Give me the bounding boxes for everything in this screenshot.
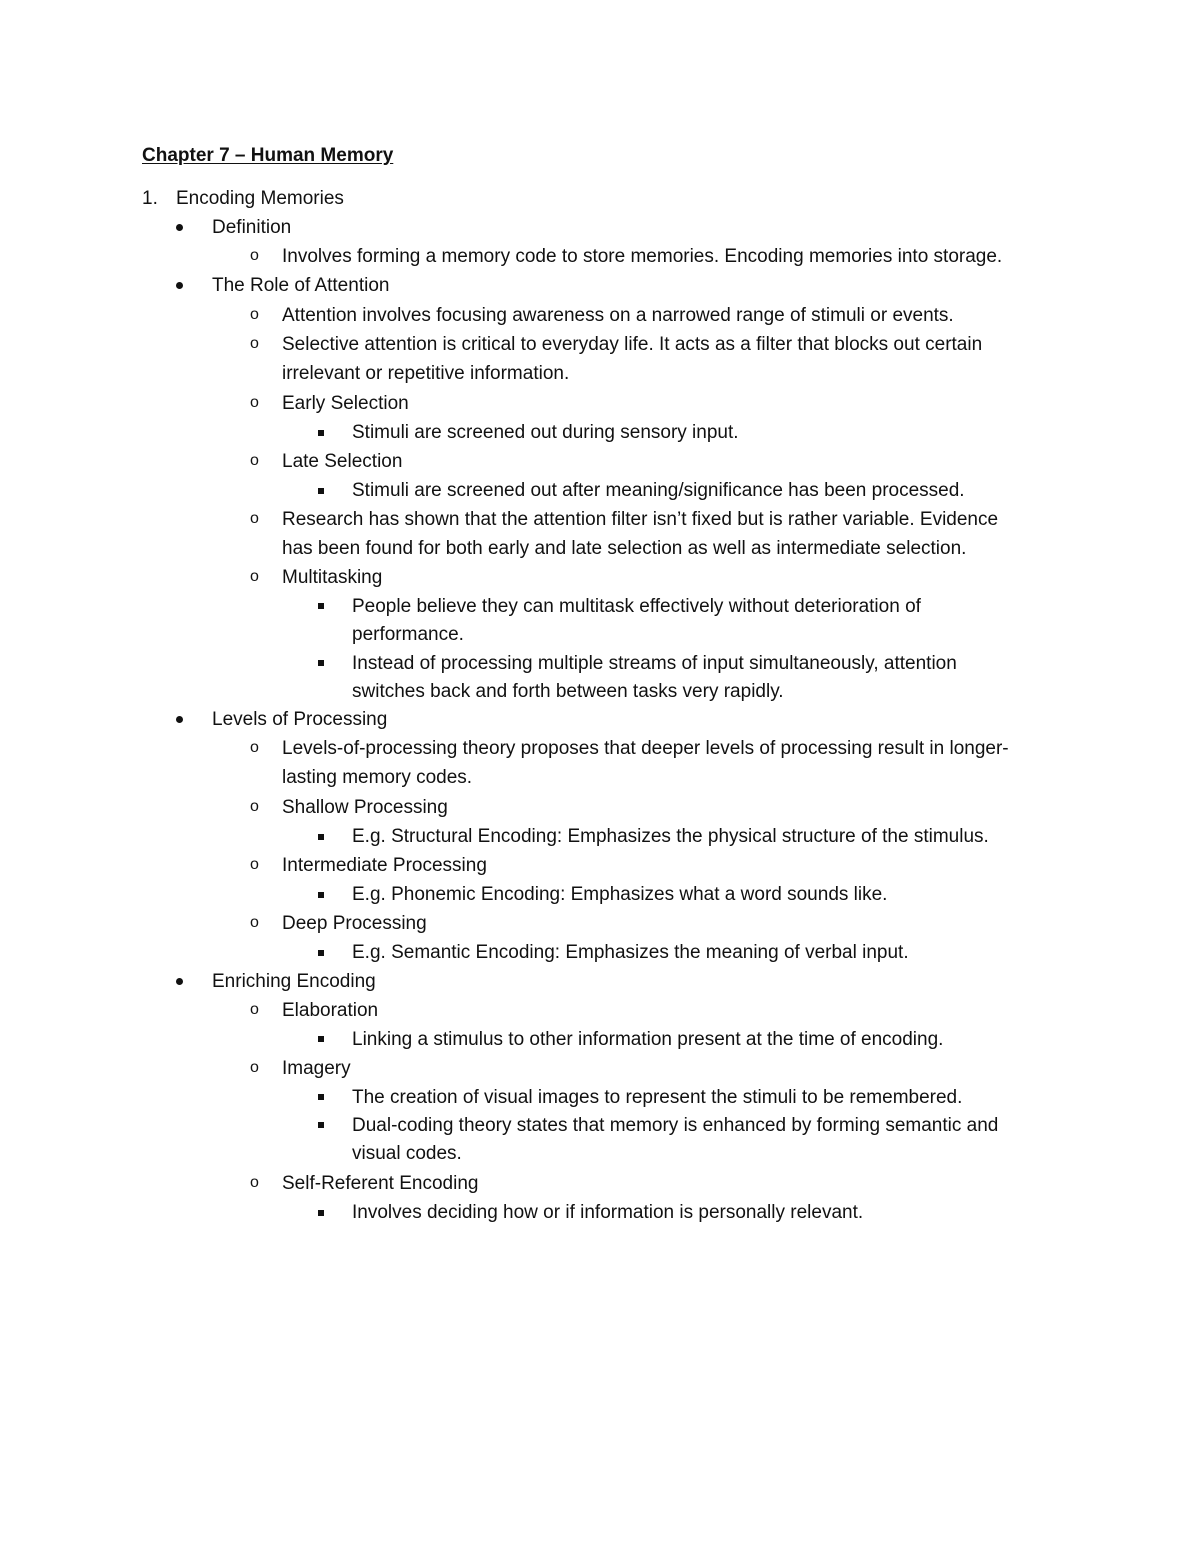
- bullet-circle: o: [250, 335, 259, 352]
- list-item: Stimuli are screened out during sensory input.: [352, 422, 739, 443]
- list-item: Elaboration: [282, 1000, 379, 1021]
- section-heading: Encoding Memories: [176, 188, 344, 209]
- bullet-circle: o: [250, 1001, 259, 1018]
- bullet-dot: [176, 978, 183, 985]
- list-item: E.g. Semantic Encoding: Emphasizes the meaning of verbal input.: [352, 942, 909, 963]
- list-item: Multitasking: [282, 567, 383, 588]
- bullet-square: [318, 430, 324, 436]
- list-item: Deep Processing: [282, 913, 427, 934]
- list-item-continued: irrelevant or repetitive information.: [282, 363, 570, 384]
- list-item: Research has shown that the attention filter isn’t fixed but is rather variable. Evidence: [282, 509, 999, 530]
- list-item: Instead of processing multiple streams of input simultaneously, attention: [352, 653, 957, 674]
- bullet-circle: o: [250, 568, 259, 585]
- list-item: Levels of Processing: [212, 709, 388, 730]
- page-title: Chapter 7 – Human Memory: [142, 145, 394, 166]
- bullet-square: [318, 1122, 324, 1128]
- list-item: Imagery: [282, 1058, 351, 1079]
- bullet-circle: o: [250, 247, 259, 264]
- list-item: Selective attention is critical to everyday life. It acts as a filter that blocks out certain: [282, 334, 983, 355]
- bullet-circle: o: [250, 394, 259, 411]
- list-item-continued: switches back and forth between tasks very rapidly.: [352, 681, 784, 702]
- list-item-continued: lasting memory codes.: [282, 767, 473, 788]
- list-item: Stimuli are screened out after meaning/significance has been processed.: [352, 480, 965, 501]
- list-item-continued: visual codes.: [352, 1143, 462, 1164]
- list-item: Linking a stimulus to other information present at the time of encoding.: [352, 1029, 944, 1050]
- bullet-square: [318, 660, 324, 666]
- list-item: Attention involves focusing awareness on a narrowed range of stimuli or events.: [282, 305, 954, 326]
- bullet-dot: [176, 282, 183, 289]
- bullet-circle: o: [250, 856, 259, 873]
- bullet-square: [318, 1094, 324, 1100]
- list-item: E.g. Phonemic Encoding: Emphasizes what a word sounds like.: [352, 884, 888, 905]
- bullet-circle: o: [250, 798, 259, 815]
- list-item: Enriching Encoding: [212, 971, 376, 992]
- list-item: Dual-coding theory states that memory is enhanced by forming semantic and: [352, 1115, 999, 1136]
- bullet-square: [318, 603, 324, 609]
- bullet-circle: o: [250, 452, 259, 469]
- bullet-square: [318, 1210, 324, 1216]
- bullet-circle: o: [250, 1059, 259, 1076]
- list-item: Involves deciding how or if information is personally relevant.: [352, 1202, 864, 1223]
- list-item: Levels-of-processing theory proposes that deeper levels of processing result in longer-: [282, 738, 1009, 759]
- list-item: People believe they can multitask effectively without deterioration of: [352, 596, 921, 617]
- bullet-circle: o: [250, 510, 259, 527]
- bullet-dot: [176, 716, 183, 723]
- list-item: E.g. Structural Encoding: Emphasizes the physical structure of the stimulus.: [352, 826, 989, 847]
- list-item: The creation of visual images to represent the stimuli to be remembered.: [352, 1087, 963, 1108]
- list-item: Self-Referent Encoding: [282, 1173, 479, 1194]
- bullet-square: [318, 950, 324, 956]
- list-item: Shallow Processing: [282, 797, 448, 818]
- bullet-square: [318, 1036, 324, 1042]
- bullet-square: [318, 892, 324, 898]
- list-item: Intermediate Processing: [282, 855, 487, 876]
- bullet-circle: o: [250, 306, 259, 323]
- list-item-continued: has been found for both early and late selection as well as intermediate selection.: [282, 538, 967, 559]
- list-item: Involves forming a memory code to store memories. Encoding memories into storage.: [282, 246, 1003, 267]
- list-item: Definition: [212, 217, 292, 238]
- list-item: Early Selection: [282, 393, 409, 414]
- bullet-circle: o: [250, 1174, 259, 1191]
- bullet-dot: [176, 224, 183, 231]
- bullet-circle: o: [250, 914, 259, 931]
- bullet-square: [318, 488, 324, 494]
- bullet-circle: o: [250, 739, 259, 756]
- bullet-square: [318, 834, 324, 840]
- list-item-continued: performance.: [352, 624, 464, 645]
- list-item: Late Selection: [282, 451, 403, 472]
- section-number: 1.: [142, 188, 158, 209]
- list-item: The Role of Attention: [212, 275, 390, 296]
